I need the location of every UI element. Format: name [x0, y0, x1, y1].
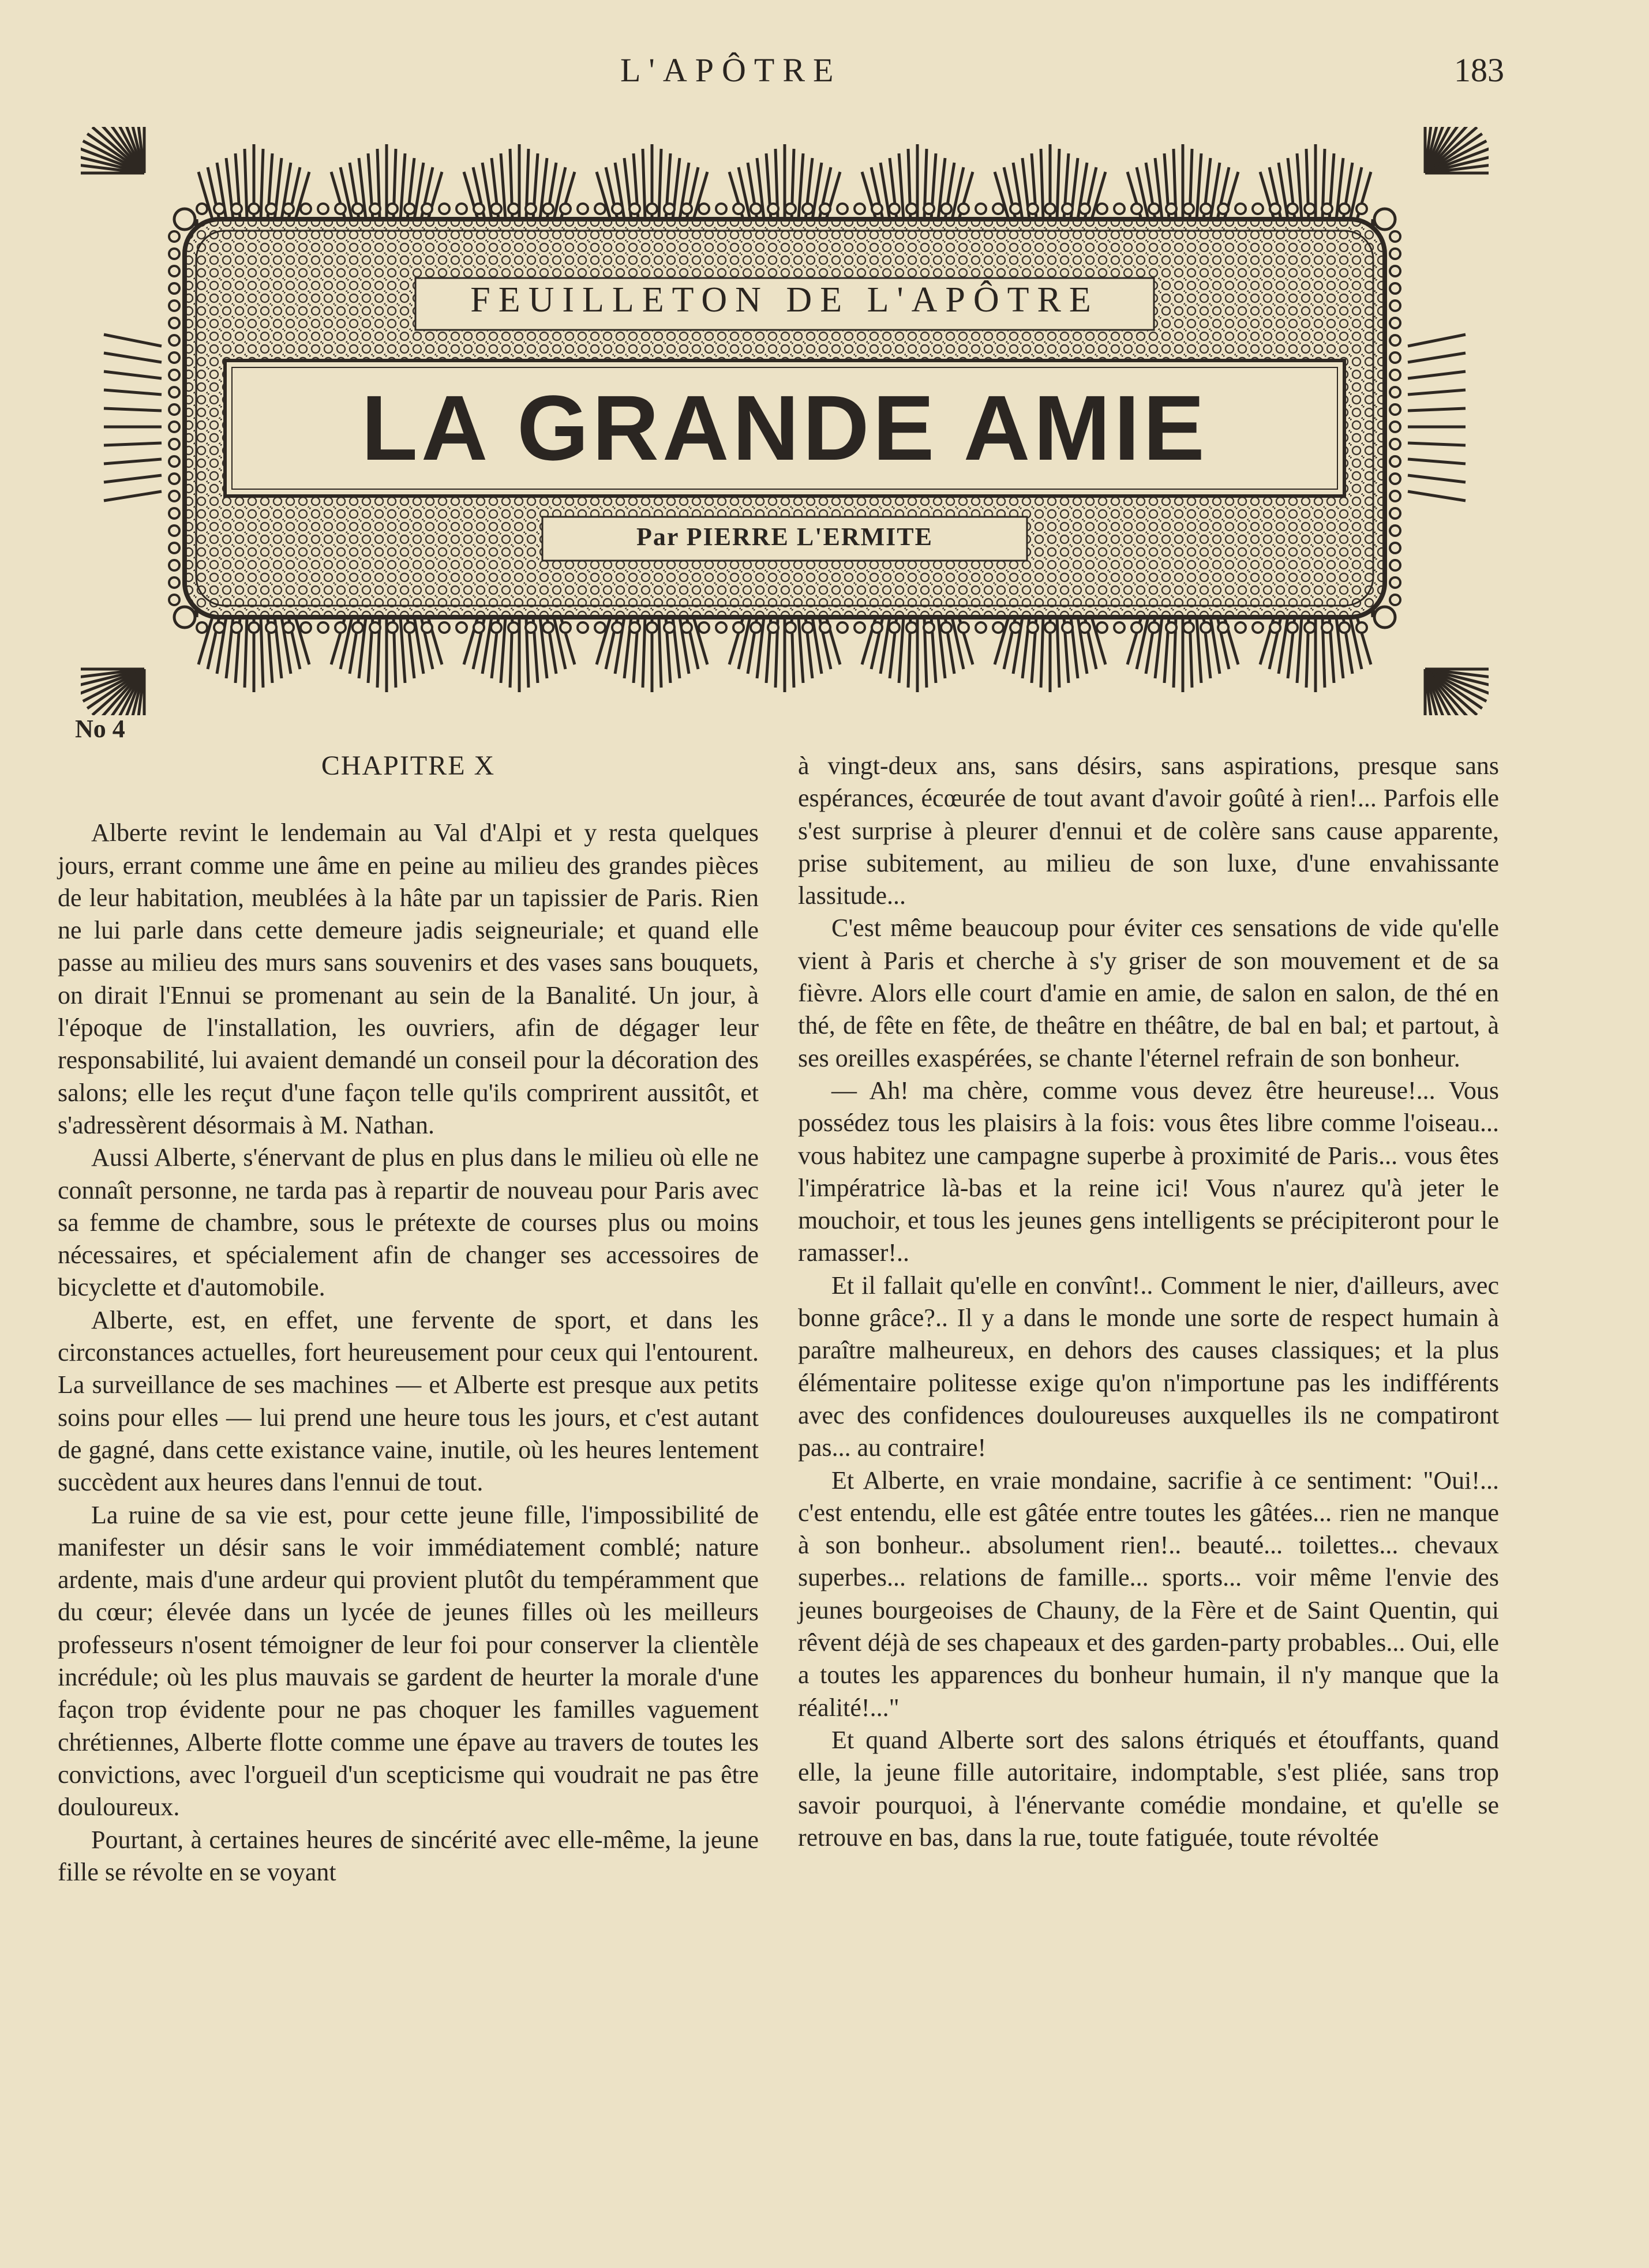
paragraph: Alberte, est, en effet, une fervente de sport, et dans les circonstances actuelles, fort heureusement pour ceux qui l'entourent. La surveillance de ses machines — et Alberte est presque aux petits soins pour elles — lui prend une heure tous les jours, et c'est autant de gagné, dans cette existance vaine, inutile, où les heures lentement succèdent aux heures dans l'ennui de tout.: [58, 1305, 759, 1497]
left-column: [58, 750, 759, 1888]
paragraph: Pourtant, à certaines heures de sincérité avec elle-même, la jeune fille se révolte en se voyant: [58, 1825, 759, 1886]
page-number: 183: [1454, 51, 1504, 89]
paragraph: — Ah! ma chère, comme vous devez être heureuse!... Vous possédez tous les plaisirs à la fois: vous êtes libre comme l'oiseau... vous habitez une campagne superbe à proximité de Paris... vous êtes l'impératrice là-bas et la reine ici! Vous n'aurez qu'à jeter le mouchoir, et tous les jeunes gens intelligents se précipiteront pour le ramasser!..: [798, 1076, 1499, 1267]
chapter-heading: CHAPITRE X: [321, 750, 496, 781]
paragraph: Et Alberte, en vraie mondaine, sacrifie à ce sentiment: "Oui!... c'est entendu, elle est gâtée entre toutes les gâtées... rien ne manque à son bonheur.. absolument rien!.. beauté... toilettes... chevaux superbes... relations de famille... sports... voir même l'envie des jeunes bourgeoises de Chauny, de la Fère et de Saint Quentin, qui rêvent déjà de ses chapeaux et des garden-party probables... Oui, elle a toutes les apparences du bonheur humain, il n'y manque que la réalité!...": [798, 1466, 1499, 1722]
running-title: L'APÔTRE: [620, 51, 842, 89]
issue-number: No 4: [75, 715, 125, 743]
byline: Par PIERRE L'ERMITE: [636, 523, 933, 551]
page-header: [0, 51, 1649, 97]
paragraph: Et quand Alberte sort des salons étriqués et étouffants, quand elle, la jeune fille autoritaire, indomptable, s'est pliée, sans trop savoir pourquoi, à l'énervante comédie mondaine, et qu'elle se retrouve en bas, dans la rue, toute fatiguée, toute révoltée: [798, 1725, 1499, 1852]
serial-title: LA GRANDE AMIE: [361, 376, 1208, 479]
paragraph: à vingt-deux ans, sans désirs, sans aspirations, presque sans espérances, écœurée de tout avant d'avoir goûté à rien!... Parfois elle s'est surprise à pleurer d'ennui et de colère sans cause apparente, prise subitement, au milieu de son luxe, d'une envahissante lassitude...: [798, 752, 1499, 910]
paragraph: Aussi Alberte, s'énervant de plus en plus dans le milieu où elle ne connaît personne, ne tarda pas à repartir de nouveau pour Paris avec sa femme de chambre, sous le prétexte de courses plus ou moins nécessaires, et spécialement afin de changer ses accessoires de bicyclette et d'automobile.: [58, 1143, 759, 1302]
paragraph: Et il fallait qu'elle en convînt!.. Comment le nier, d'ailleurs, avec bonne grâce?.. Il y a dans le monde une sorte de respect humain à paraître malheureux, en dehors des causes classiques; et la plus élémentaire politesse exige qu'on n'importune pas les indifférents avec des confidences douloureuses auxquelles ils ne compatiront pas... au contraire!: [798, 1271, 1499, 1462]
right-column: [798, 750, 1499, 1854]
feuilleton-label: FEUILLETON DE L'APÔTRE: [470, 280, 1099, 320]
paragraph: Alberte revint le lendemain au Val d'Alpi et y resta quelques jours, errant comme une âme en peine au milieu des grandes pièces de leur habitation, meublées à la hâte par un tapissier de Paris. Rien ne lui parle dans cette demeure jadis seigneuriale; et quand elle passe au milieu des murs sans souvenirs et des vases sans bouquets, on dirait l'Ennui se promenant au sein de la Banalité. Un jour, à l'époque de l'installation, les ouvriers, afin de dégager leur responsabilité, lui avaient demandé un conseil pour la décoration des salons; elle les reçut d'une façon telle qu'ils comprirent aussitôt, et s'adressèrent désormais à M. Nathan.: [58, 818, 759, 1139]
feuilleton-banner: [81, 127, 1489, 715]
paragraph: La ruine de sa vie est, pour cette jeune fille, l'impossibilité de manifester un désir sans le voir immédiatement comblé; nature ardente, mais d'une ardeur qui provient plutôt du tempéramment que du cœur; élevée dans un lycée de jeunes filles où les meilleurs professeurs n'osent témoigner de leur foi pour conserver la clientèle incrédule; où les plus mauvais se gardent de heurter la morale d'une façon trop évidente pour ne pas choquer les familles vaguement chrétiennes, Alberte flotte comme une épave au travers de toutes les convictions, avec l'orgueil d'un scepticisme qui voudrait ne pas être douloureux.: [58, 1500, 759, 1822]
paragraph: C'est même beaucoup pour éviter ces sensations de vide qu'elle vient à Paris et cherche à s'y griser de son mouvement et de sa fièvre. Alors elle court d'amie en amie, de salon en salon, de thé en thé, de fête en fête, de theâtre en théâtre, de bal en bal; et partout, à ses oreilles exaspérées, se chante l'éternel refrain de son bonheur.: [798, 914, 1499, 1072]
